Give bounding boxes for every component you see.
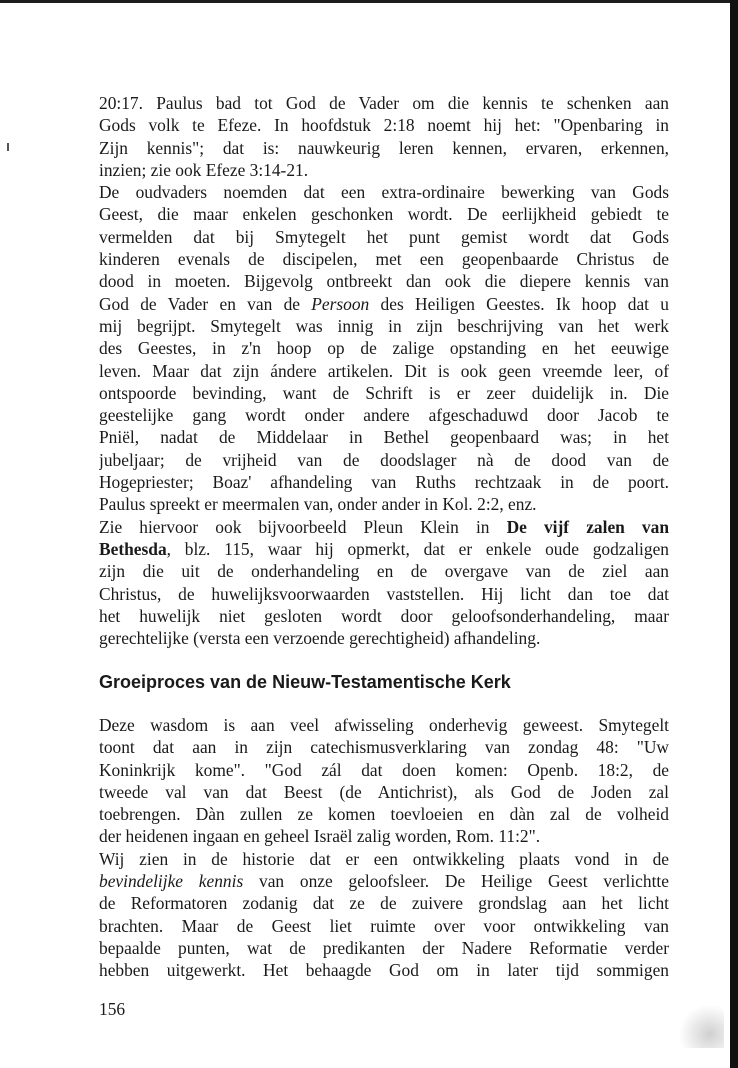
italic-term: bevindelijke kennis <box>99 871 244 892</box>
text-line: ontspoorde bevinding, want de Schrift is er zeer duidelijk in. Die <box>99 382 669 403</box>
text-line: des Geestes, in z'n hoop op de zalige opstanding en het eeuwige <box>99 338 669 359</box>
text-line <box>99 293 669 315</box>
text-line: gerechtelijke (versta een verzoende gerechtigheid) afhandeling. <box>99 628 541 649</box>
text-line: der heidenen ingaan en geheel Israël zalig worden, Rom. 11:2". <box>99 826 541 847</box>
text-line: kinderen evenals de discipelen, met een geopenbaarde Christus de <box>99 249 669 270</box>
text-fragment: des Heiligen Geestes. Ik hoop dat u <box>369 293 669 314</box>
scan-corner-smudge <box>676 1002 724 1048</box>
text-line: Zijn kennis"; dat is: nauwkeurig leren kennen, ervaren, erkennen, <box>99 137 669 158</box>
scan-margin-mark <box>7 143 9 151</box>
text-line: toebrengen. Dàn zullen ze komen toevloeien en dàn zal de volheid <box>99 804 669 825</box>
text-fragment: , blz. 115, waar hij opmerkt, dat er enkele oude godzaligen <box>166 538 669 559</box>
text-line: bepaalde punten, wat de predikanten der Nadere Reformatie verder <box>99 937 669 958</box>
body-text-block-1 <box>99 92 669 649</box>
text-line: de Reformatoren zodanig dat ze de zuivere grondslag aan het licht <box>99 893 669 914</box>
text-line: Hogepriester; Boaz' afhandeling van Ruths rechtzaak in de poort. <box>99 472 669 493</box>
body-text-block-2 <box>99 714 669 982</box>
section-heading: Groeiproces van de Nieuw-Testamentische Kerk <box>99 672 511 692</box>
text-line: Christus, de huwelijksvoorwaarden vaststellen. Hij licht dan toe dat <box>99 583 669 604</box>
top-page-border <box>0 0 738 3</box>
italic-term: Persoon <box>311 293 370 314</box>
text-line: 20:17. Paulus bad tot God de Vader om die kennis te schenken aan <box>99 93 669 113</box>
text-line <box>99 538 669 560</box>
text-line: Wij zien in de historie dat er een ontwikkeling plaats vond in de <box>99 848 669 869</box>
text-line: tweede val van dat Beest (de Antichrist), als God de Joden zal <box>99 781 669 802</box>
text-line: het huwelijk niet gesloten wordt door geloofsonderhandeling, maar <box>99 605 669 626</box>
text-line: Deze wasdom is aan veel afwisseling onderhevig geweest. Smytegelt <box>99 715 669 735</box>
text-line <box>99 870 669 892</box>
text-line: mij begrijpt. Smytegelt was innig in zijn beschrijving van het werk <box>99 315 669 336</box>
text-line: Geest, die maar enkelen geschonken wordt. De eerlijkheid gebiedt te <box>99 204 669 225</box>
text-line: toont dat aan in zijn catechismusverklaring van zondag 48: "Uw <box>99 737 669 758</box>
text-line: inzien; zie ook Efeze 3:14-21. <box>99 159 309 180</box>
text-line: De oudvaders noemden dat een extra-ordinaire bewerking van Gods <box>99 182 669 203</box>
text-line: leven. Maar dat zijn ándere artikelen. Dit is ook geen vreemde leer, of <box>99 360 669 381</box>
text-line: Pniël, nadat de Middelaar in Bethel geopenbaard was; in het <box>99 427 669 448</box>
text-line: Gods volk te Efeze. In hoofdstuk 2:18 noemt hij het: "Openbaring in <box>99 115 669 136</box>
right-page-edge <box>730 0 738 1068</box>
text-fragment: van onze geloofsleer. De Heilige Geest verlichtte <box>243 871 669 892</box>
text-line: Koninkrijk kome". "God zál dat doen komen: Openb. 18:2, de <box>99 759 669 780</box>
text-line: Paulus spreekt er meermalen van, onder ander in Kol. 2:2, enz. <box>99 494 537 515</box>
text-line <box>99 516 669 538</box>
page-number: 156 <box>99 999 126 1019</box>
text-fragment: Zie hiervoor ook bijvoorbeeld Pleun Klein in <box>99 516 507 537</box>
text-line: hebben uitgewerkt. Het behaagde God om in later tijd sommigen <box>99 960 669 981</box>
text-line: geestelijke gang wordt onder andere afgeschaduwd door Jacob te <box>99 405 669 426</box>
text-line: jubeljaar; de vrijheid van de doodslager nà de dood van de <box>99 449 669 470</box>
text-line: zijn die uit de onderhandeling en de overgave van de ziel aan <box>99 561 669 582</box>
book-title: De vijf zalen van <box>506 516 669 537</box>
text-line: brachten. Maar de Geest liet ruimte over voor ontwikkeling van <box>99 915 669 936</box>
book-title: Bethesda <box>99 538 167 559</box>
text-line: vermelden dat bij Smytegelt het punt gemist wordt dat Gods <box>99 226 669 247</box>
text-fragment: God de Vader en van de <box>99 293 312 314</box>
text-line: dood in moeten. Bijgevolg ontbreekt dan ook die diepere kennis van <box>99 271 669 292</box>
